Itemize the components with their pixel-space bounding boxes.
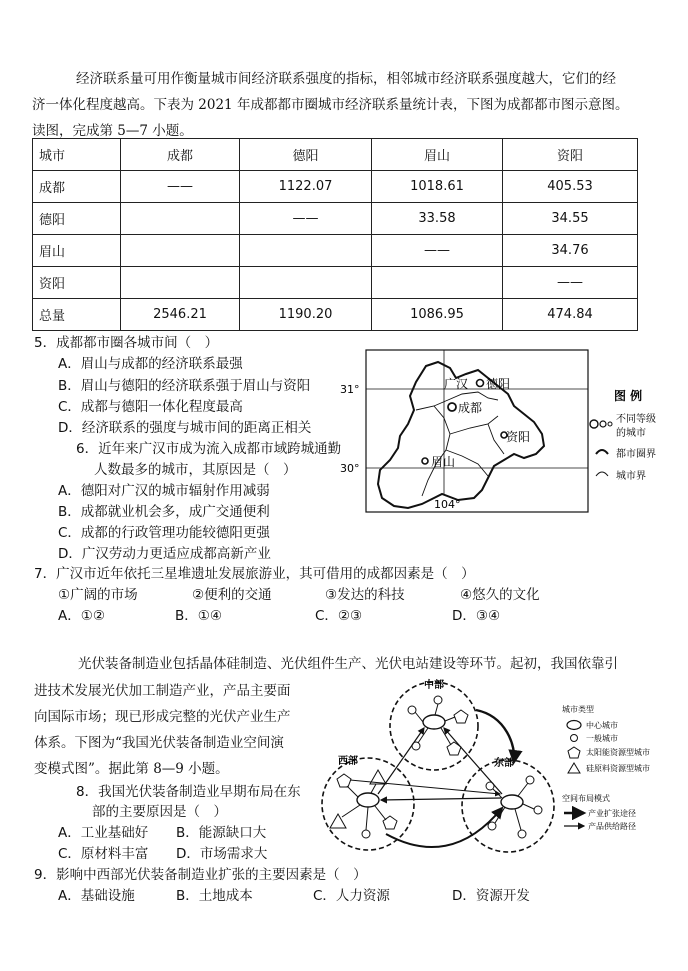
question-9-option-a[interactable]: A．基础设施: [58, 888, 135, 904]
question-7-option-b[interactable]: B．①④: [175, 608, 222, 624]
table-cell: 1018.61: [372, 171, 503, 203]
question-7-item-3: ③发达的科技: [325, 587, 405, 603]
legend-general-city-icon: [571, 735, 578, 742]
intro2-line3: 向国际市场；现已形成完整的光伏产业生产: [34, 709, 291, 725]
legend-silicon-city-icon: [568, 763, 580, 773]
question-5-option-c[interactable]: C．成都与德阳一体化程度最高: [58, 399, 243, 415]
question-9-option-d[interactable]: D．资源开发: [452, 888, 530, 904]
legend-solar-city-icon: [568, 747, 580, 758]
table-row: [33, 203, 638, 235]
east-general-city: [526, 776, 534, 784]
chengdu-metro-map: [338, 348, 672, 520]
table-cell: 405.53: [503, 171, 638, 203]
industry-expansion-path: [476, 710, 514, 762]
table-cell: [121, 235, 240, 267]
city-label-chengdu: 成都: [458, 401, 483, 415]
product-supply-path: [350, 780, 500, 794]
table-cell: [240, 235, 372, 267]
question-9-option-b[interactable]: B．土地成本: [176, 888, 253, 904]
legend-item-metro-boundary: 都市圈界: [616, 449, 656, 460]
question-8-option-d[interactable]: D．市场需求大: [176, 846, 268, 862]
city-label-ziyang: 资阳: [506, 430, 531, 444]
latitude-label-30: 30°: [340, 462, 360, 475]
question-8-stem-line2: 部的主要原因是（ ）: [92, 804, 227, 820]
intro1-line1: 经济联系量可用作衡量城市间经济联系强度的指标，相邻城市经济联系强度越大，它们的经: [76, 71, 616, 87]
table-header-cell: 眉山: [372, 139, 503, 171]
legend-center-city-icon: [567, 721, 581, 730]
table-header-cell: 资阳: [503, 139, 638, 171]
table-row: [33, 235, 638, 267]
table-cell: ——: [503, 267, 638, 299]
table-row: [33, 299, 638, 331]
table-cell: 1190.20: [240, 299, 372, 331]
question-9-option-c[interactable]: C．人力资源: [313, 888, 390, 904]
intro1-line3: 读图，完成第 5—7 小题。: [32, 123, 193, 139]
question-5-option-b[interactable]: B．眉山与德阳的经济联系强于眉山与资阳: [58, 378, 311, 394]
table-cell: 眉山: [33, 235, 121, 267]
central-general-city: [434, 696, 442, 704]
legend-city-boundary-icon: [596, 472, 608, 476]
longitude-label-104: 104°: [434, 498, 461, 511]
table-row: [33, 171, 638, 203]
question-7-option-c[interactable]: C．②③: [315, 608, 363, 624]
central-solar-city: [447, 742, 461, 755]
table-cell: 34.76: [503, 235, 638, 267]
table-cell: ——: [121, 171, 240, 203]
legend-expansion-path: 产业扩张途径: [588, 809, 636, 818]
east-general-city: [518, 830, 526, 838]
legend-metro-boundary-icon: [596, 450, 608, 454]
table-header-cell: 德阳: [240, 139, 372, 171]
legend-city-types-title: 城市类型: [562, 705, 594, 714]
question-6-option-b[interactable]: B．成都就业机会多，成广交通便利: [58, 504, 270, 520]
question-6-option-a[interactable]: A．德阳对广汉的城市辐射作用减弱: [58, 483, 270, 499]
table-cell: [372, 267, 503, 299]
central-link: [415, 712, 423, 722]
legend-center-city: 中心城市: [586, 721, 618, 730]
west-link: [371, 784, 376, 793]
economic-linkage-table: [32, 138, 638, 331]
question-5-option-a[interactable]: A．眉山与成都的经济联系最强: [58, 356, 243, 372]
table-cell: 总量: [33, 299, 121, 331]
east-link: [515, 809, 521, 830]
question-5-stem: 5．成都都市圈各城市间（ ）: [34, 335, 219, 351]
question-8-option-c[interactable]: C．原材料丰富: [58, 846, 149, 862]
question-5-option-d[interactable]: D．经济联系的强度与城市间的距离正相关: [58, 420, 312, 436]
region-label-central: 中部: [424, 680, 444, 691]
intro-paragraph-1: [32, 66, 662, 144]
city-marker-meishan: [422, 458, 428, 464]
west-link: [366, 807, 368, 830]
question-7-item-1: ①广阔的市场: [58, 587, 138, 603]
intro2-line4: 体系。下图为“我国光伏装备制造业空间演: [34, 735, 284, 751]
question-6-stem-line2: 人数最多的城市，其原因是（ ）: [94, 462, 297, 478]
question-7-option-d[interactable]: D．③④: [452, 608, 501, 624]
region-label-east: 东部: [494, 758, 514, 769]
table-cell: 474.84: [503, 299, 638, 331]
west-general-city: [362, 830, 370, 838]
question-7-option-a[interactable]: A．①②: [58, 608, 105, 624]
legend-item-cities-line2: 的城市: [616, 428, 646, 439]
legend-city-small-icon: [608, 422, 612, 426]
question-6-option-c[interactable]: C．成都的行政管理功能较德阳更强: [58, 525, 270, 541]
map-frame: [366, 350, 588, 512]
table-cell: 1122.07: [240, 171, 372, 203]
west-link: [375, 806, 386, 820]
industry-expansion-path: [386, 808, 502, 847]
table-header-cell: 城市: [33, 139, 121, 171]
table-cell: [121, 203, 240, 235]
table-row: [33, 267, 638, 299]
table-cell: [240, 267, 372, 299]
pv-industry-spatial-diagram: [316, 676, 676, 881]
question-9-stem: 9．影响中西部光伏装备制造业扩张的主要因素是（ ）: [34, 867, 367, 883]
legend-general-city: 一般城市: [586, 734, 618, 743]
question-7-stem: 7．广汉市近年依托三星堆遗址发展旅游业，其可借用的成都因素是（ ）: [34, 566, 475, 582]
question-8-option-b[interactable]: B．能源缺口大: [176, 825, 267, 841]
question-6-stem-line1: 6．近年来广汉市成为流入成都市域跨城通勤: [76, 441, 342, 457]
legend-supply-path: 产品供给路径: [588, 822, 636, 831]
central-link: [445, 717, 455, 721]
product-supply-path: [381, 798, 501, 800]
central-solar-city: [454, 710, 468, 723]
east-link: [523, 804, 534, 809]
table-cell: 成都: [33, 171, 121, 203]
table-cell: 资阳: [33, 267, 121, 299]
region-label-west: 西部: [338, 756, 358, 767]
intro2-line1: 光伏装备制造业包括晶体硅制造、光伏组件生产、光伏电站建设等环节。起初，我国依靠引: [78, 656, 618, 672]
table-cell: ——: [240, 203, 372, 235]
legend-silicon-city: 硅原料资源型城市: [586, 764, 650, 773]
central-general-city: [408, 706, 416, 714]
east-center-city: [501, 795, 523, 809]
east-general-city: [534, 806, 542, 814]
legend-city-large-icon: [590, 420, 598, 428]
intro2-line2: 进技术发展光伏加工制造产业，产品主要面: [34, 683, 291, 699]
question-8-stem-line1: 8．我国光伏装备制造业早期布局在东: [76, 784, 301, 800]
table-header-row: [33, 139, 638, 171]
central-link: [435, 704, 438, 715]
legend-solar-city: 太阳能资源型城市: [586, 748, 650, 757]
table-cell: 德阳: [33, 203, 121, 235]
legend-title: 图 例: [614, 389, 643, 403]
city-label-meishan: 眉山: [431, 455, 456, 469]
city-marker-deyang: [477, 380, 484, 387]
city-label-guanghan: 广汉: [444, 377, 469, 391]
west-solar-city: [383, 816, 397, 829]
question-6-option-d[interactable]: D．广汉劳动力更适应成都高新产业: [58, 546, 271, 562]
table-cell: ——: [372, 235, 503, 267]
legend-city-medium-icon: [600, 421, 606, 427]
question-7-item-2: ②便利的交通: [192, 587, 272, 603]
west-link: [347, 786, 358, 797]
city-label-deyang: 德阳: [486, 377, 511, 391]
legend-item-cities-line1: 不同等级: [616, 414, 656, 425]
intro2-line5: 变模式图”。据此第 8—9 小题。: [34, 761, 229, 777]
table-header-cell: 成都: [121, 139, 240, 171]
latitude-label-31: 31°: [340, 383, 360, 396]
table-cell: [121, 267, 240, 299]
legend-item-city-boundary: 城市界: [616, 471, 646, 482]
west-link: [342, 805, 360, 817]
question-8-option-a[interactable]: A．工业基础好: [58, 825, 149, 841]
east-link: [518, 783, 528, 796]
city-marker-chengdu: [448, 403, 456, 411]
legend-layout-title: 空间布局模式: [562, 794, 610, 803]
west-center-city: [357, 793, 379, 807]
table-cell: 2546.21: [121, 299, 240, 331]
question-7-item-4: ④悠久的文化: [460, 587, 540, 603]
table-cell: 33.58: [372, 203, 503, 235]
intro1-line2: 济一体化程度越高。下表为 2021 年成都都市圈城市经济联系量统计表，下图为成都都市图示意图。: [32, 97, 629, 113]
west-solar-city: [337, 774, 351, 787]
table-cell: 34.55: [503, 203, 638, 235]
table-cell: 1086.95: [372, 299, 503, 331]
central-center-city: [423, 715, 445, 729]
